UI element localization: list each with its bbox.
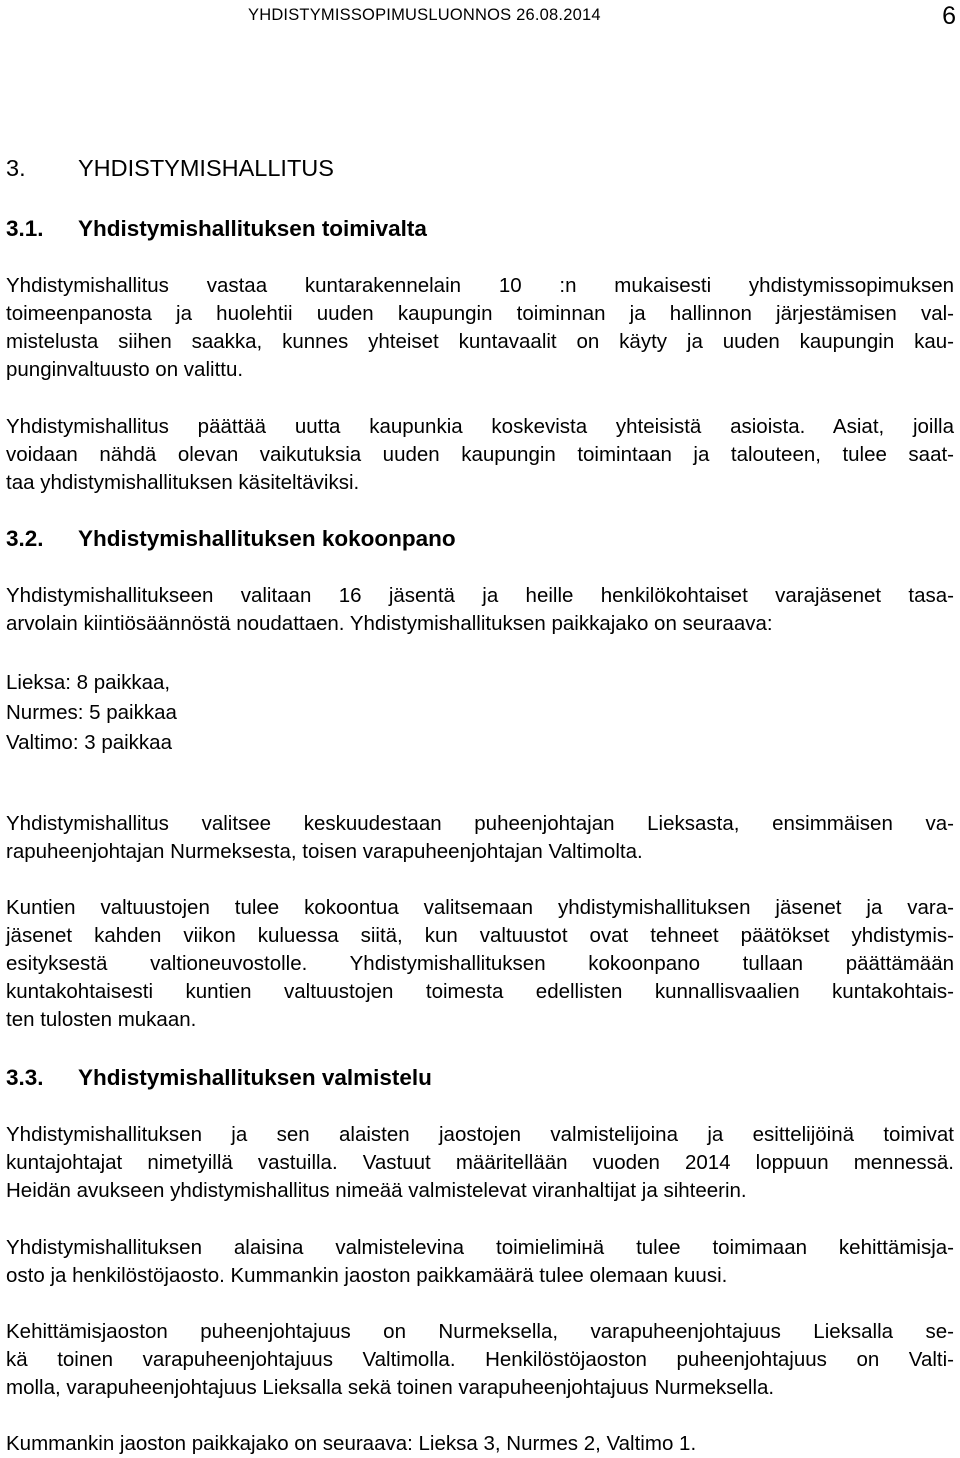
paragraph — [6, 1430, 954, 1458]
paragraph — [6, 894, 954, 1034]
paragraph-line: kuntajohtajat nimetyillä vastuilla. Vastuut määritellään vuoden 2014 loppuun mennessä. — [6, 1151, 954, 1174]
paragraph-line: ten tulosten mukaan. — [6, 1008, 197, 1031]
subsection-title: Yhdistymishallituksen valmistelu — [78, 1065, 432, 1090]
paragraph — [6, 1121, 954, 1205]
paragraph — [6, 810, 954, 866]
paragraph — [6, 1318, 954, 1402]
section-number: 3. — [6, 155, 26, 181]
paragraph — [6, 1234, 954, 1290]
paragraph-line: jäsenet kahden viikon kuluessa siitä, kun valtuustot ovat tehneet päätökset yhdistymis- — [6, 924, 954, 947]
paragraph-line: kä toinen varapuheenjohtajuus Valtimolla. Henkilöstöjaoston puheenjohtajuus on Valti- — [6, 1348, 954, 1371]
paragraph-line: toimeenpanosta ja huolehtii uuden kaupungin toiminnan ja hallinnon järjestämisen val- — [6, 302, 954, 325]
section-heading — [6, 155, 334, 182]
paragraph-line: Yhdistymishallitus päättää uutta kaupunkia koskevista yhteisistä asioista. Asiat, joilla — [6, 415, 954, 438]
paragraph-line: osto ja henkilöstöjaosto. Kummankin jaoston paikkamäärä tulee olemaan kuusi. — [6, 1264, 728, 1287]
running-title: YHDISTYMISSOPIMUSLUONNOS 26.08.2014 — [248, 6, 601, 24]
seat-list-item: Lieksa: 8 paikkaa, — [6, 671, 171, 694]
paragraph-line: Yhdistymishallitus valitsee keskuudestaan puheenjohtajan Lieksasta, ensimmäisen va- — [6, 812, 954, 835]
paragraph-line: Kuntien valtuustojen tulee kokoontua valitsemaan yhdistymishallituksen jäsenet ja vara- — [6, 896, 954, 919]
subsection-title: Yhdistymishallituksen toimivalta — [78, 216, 427, 241]
paragraph-line: Yhdistymishallituksen ja sen alaisten jaostojen valmistelijoina ja esittelijöinä toimivat — [6, 1123, 954, 1146]
paragraph-line: Yhdistymishallitukseen valitaan 16 jäsentä ja heille henkilökohtaiset varajäsenet tasa- — [6, 584, 954, 607]
paragraph-line: taa yhdistymishallituksen käsiteltäviksi. — [6, 471, 360, 494]
seat-list-item: Nurmes: 5 paikkaa — [6, 701, 177, 724]
paragraph-line: arvolain kiintiösäännöstä noudattaen. Yhdistymishallituksen paikkajako on seuraava: — [6, 612, 773, 635]
seat-list-item: Valtimo: 3 paikkaa — [6, 731, 172, 754]
paragraph — [6, 413, 954, 497]
paragraph-line: Kehittämisjaoston puheenjohtajuus on Nurmeksella, varapuheenjohtajuus Lieksalla se- — [6, 1320, 954, 1343]
paragraph-line: mistelusta siihen saakka, kunnes yhteiset kuntavaalit on käyty ja uuden kaupungin kau- — [6, 330, 954, 353]
page-header — [0, 2, 960, 34]
subsection-heading-3-3 — [6, 1065, 432, 1091]
subsection-number: 3.3. — [6, 1065, 44, 1090]
subsection-number: 3.2. — [6, 526, 44, 551]
paragraph — [6, 582, 954, 638]
paragraph-line: Yhdistymishallituksen alaisina valmistelevina toimielimінä tulee toimimaan kehittämisja- — [6, 1236, 954, 1259]
paragraph-line: Kummankin jaoston paikkajako on seuraava: Lieksa 3, Nurmes 2, Valtimo 1. — [6, 1432, 697, 1455]
paragraph-line: Yhdistymishallitus vastaa kuntarakennelain 10 :n mukaisesti yhdistymissopimuksen — [6, 274, 954, 297]
paragraph-line: kuntakohtaisesti kuntien valtuustojen toimesta edellisten kunnallisvaalien kuntakohtais- — [6, 980, 954, 1003]
paragraph-line: Heidän avukseen yhdistymishallitus nimeää valmistelevat viranhaltijat ja sihteerin. — [6, 1179, 747, 1202]
subsection-title: Yhdistymishallituksen kokoonpano — [78, 526, 456, 551]
page-number: 6 — [942, 2, 956, 30]
paragraph-line: punginvaltuusto on valittu. — [6, 358, 244, 381]
section-title: YHDISTYMISHALLITUS — [78, 155, 334, 181]
subsection-heading-3-1 — [6, 216, 427, 242]
subsection-heading-3-2 — [6, 526, 456, 552]
paragraph-line: rapuheenjohtajan Nurmeksesta, toisen varapuheenjohtajan Valtimolta. — [6, 840, 643, 863]
paragraph — [6, 272, 954, 384]
paragraph-line: voidaan nähdä olevan vaikutuksia uuden kaupungin toimintaan ja talouteen, tulee saat- — [6, 443, 954, 466]
seat-list — [6, 668, 954, 758]
subsection-number: 3.1. — [6, 216, 44, 241]
paragraph-line: molla, varapuheenjohtajuus Lieksalla sekä toinen varapuheenjohtajuus Nurmeksella. — [6, 1376, 775, 1399]
paragraph-line: esityksestä valtioneuvostolle. Yhdistymishallituksen kokoonpano tullaan päättämään — [6, 952, 954, 975]
